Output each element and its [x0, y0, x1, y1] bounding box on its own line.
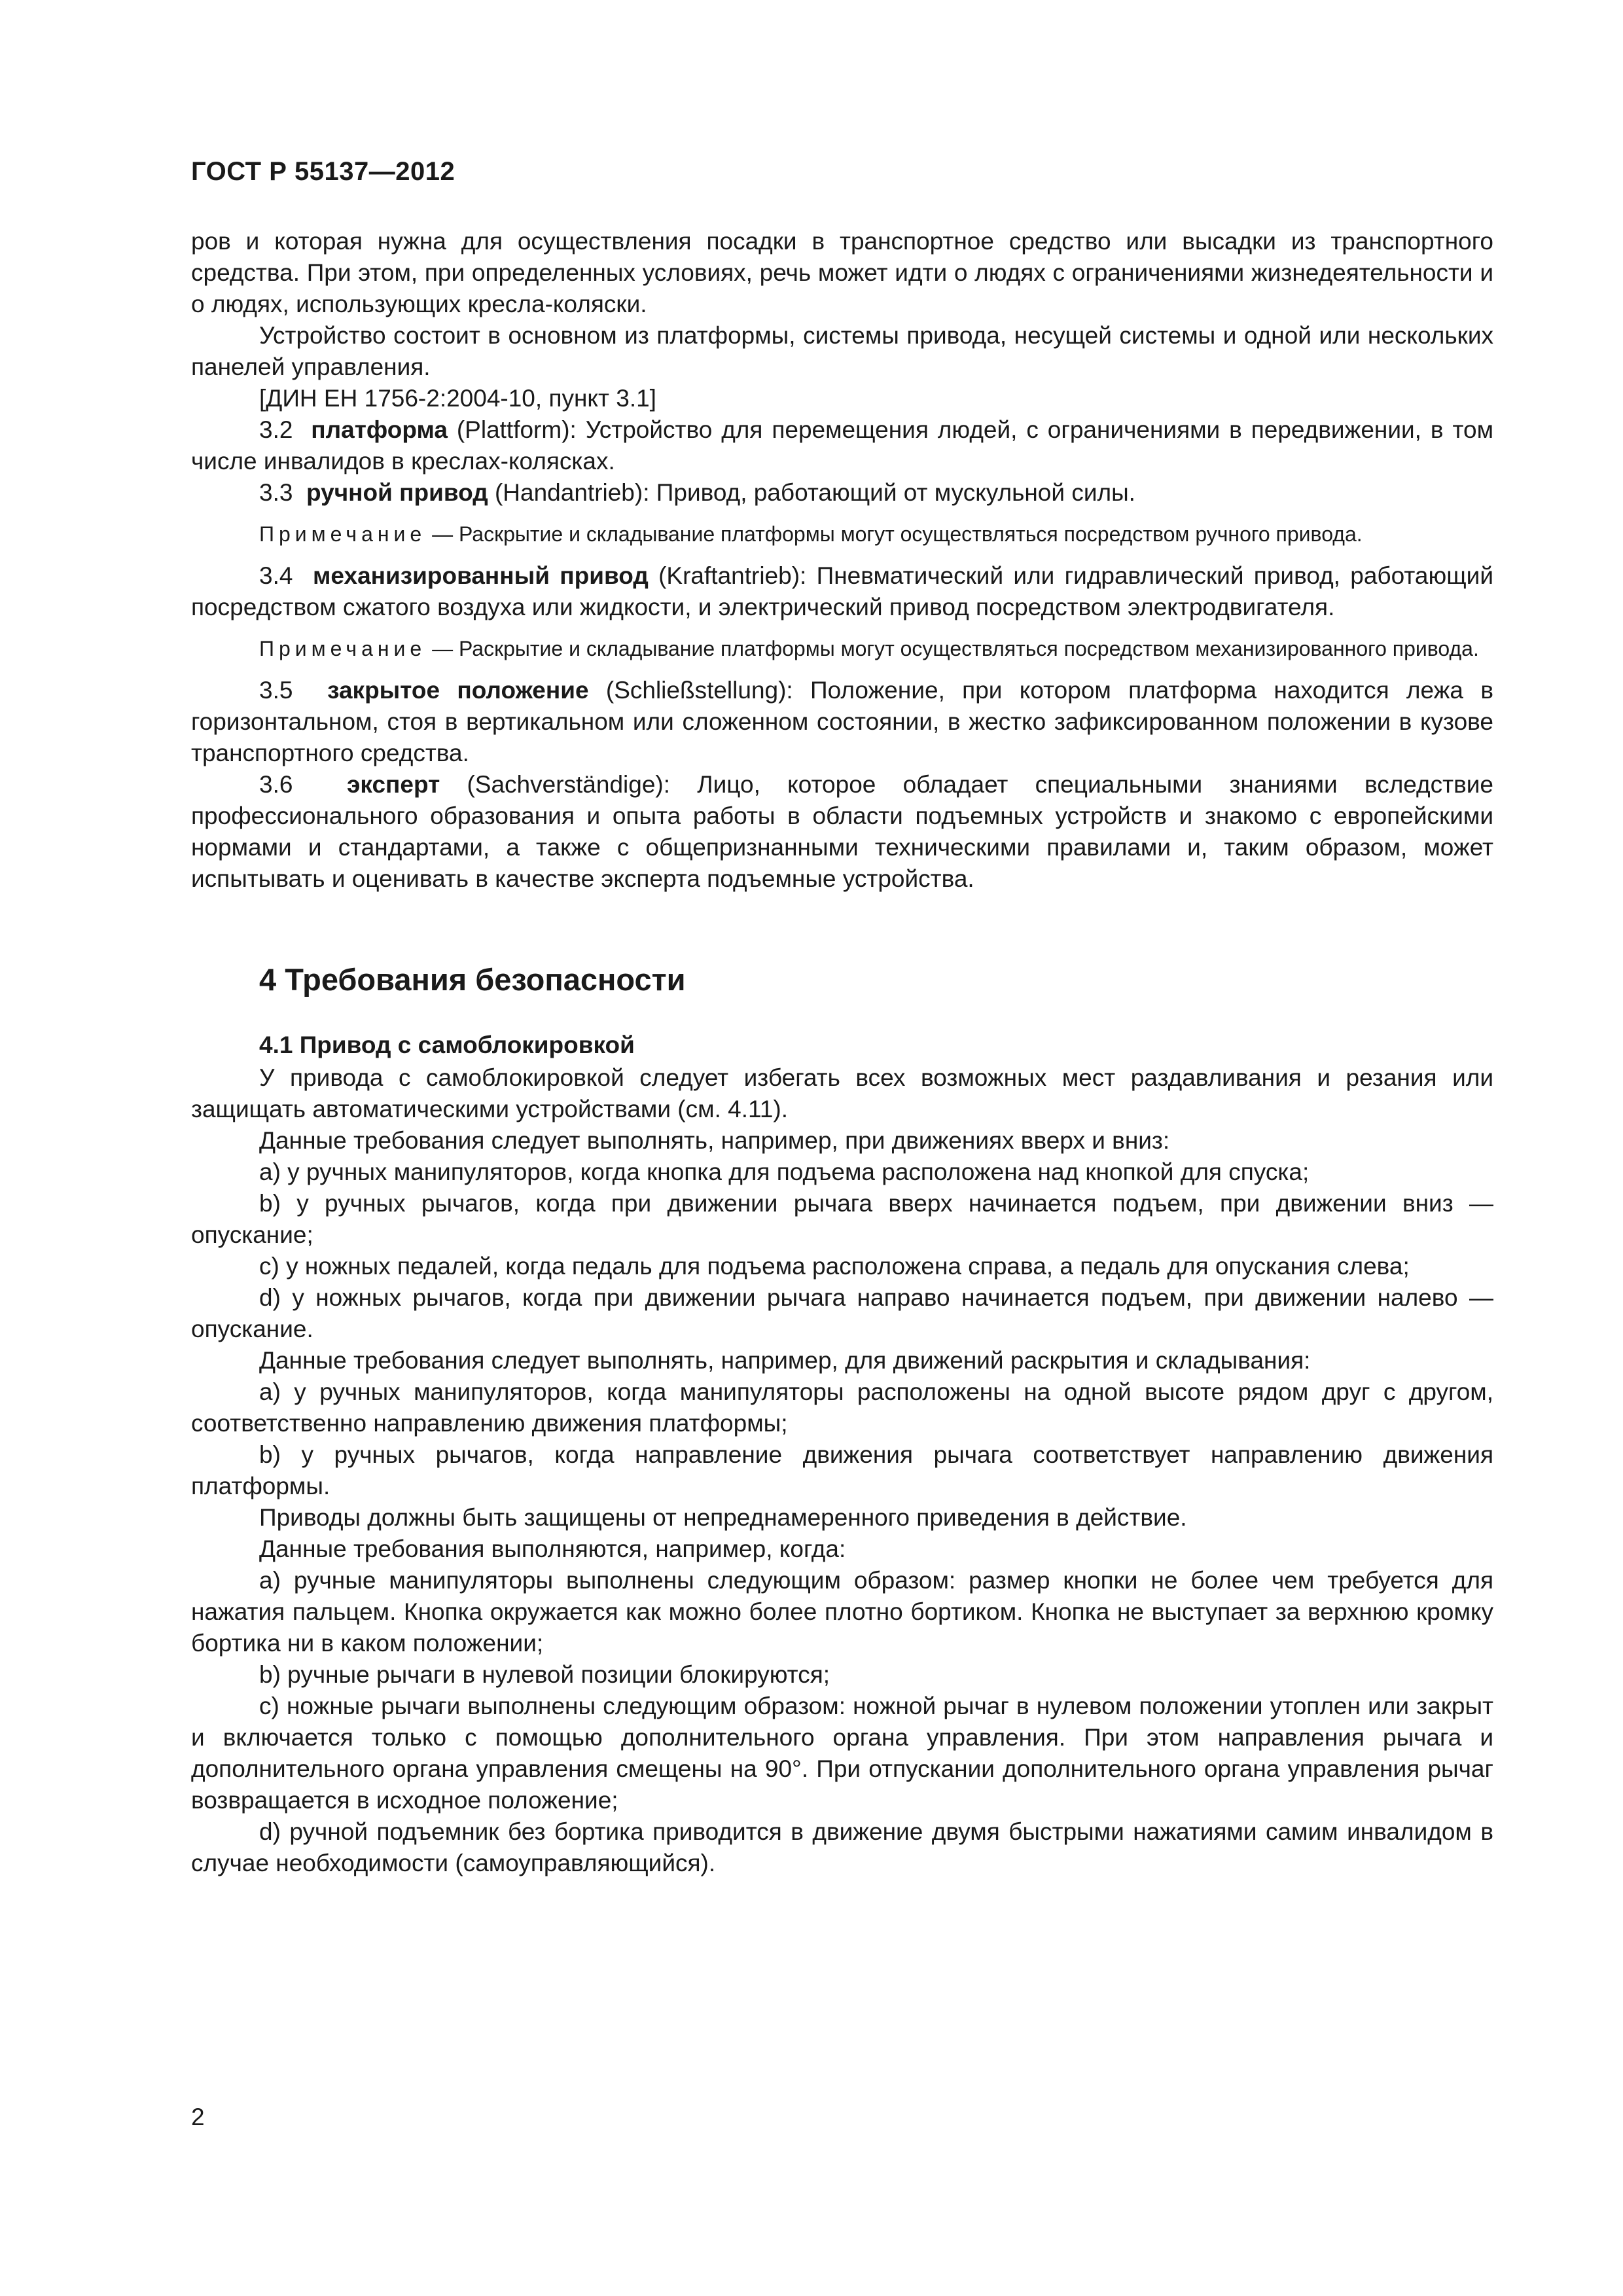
term-definition: (Schließstellung): Положение, при котором платформа находится лежа в горизонтальном, стоя в вертикальном или сложенном состоянии, в жестко зафиксированном положении в кузове транспортного средства. — [191, 677, 1493, 766]
page-number: 2 — [191, 2104, 205, 2130]
term-number: 3.6 — [259, 771, 293, 798]
term-number: 3.3 — [259, 479, 293, 506]
list-item: b) у ручных рычагов, когда при движении рычага вверх начинается подъем, при движении вниз — опускание; — [191, 1190, 1493, 1248]
term-definition: (Plattform): Устройство для перемещения людей, с ограничениями в передвижении, в том числе инвалидов в креслах-колясках. — [191, 416, 1494, 475]
note-text: — Раскрытие и складывание платформы могут осуществляться посредством механизированного привода. — [426, 637, 1479, 660]
list-item: c) у ножных педалей, когда педаль для подъема расположена справа, а педаль для опускания слева; — [259, 1253, 1410, 1280]
term-definition: (Handantrieb): Привод, работающий от мускульной силы. — [488, 479, 1135, 506]
section-heading: 4 Требования безопасности — [259, 962, 686, 997]
term-title: платформа — [311, 416, 448, 443]
list-item: a) у ручных манипуляторов, когда кнопка для подъема расположена над кнопкой для спуска; — [259, 1158, 1310, 1185]
subsection-heading: 4.1 Привод с самоблокировкой — [259, 1031, 635, 1058]
list-item: d) у ножных рычагов, когда при движении рычага направо начинается подъем, при движении налево — опускание. — [191, 1284, 1493, 1342]
list-item: b) у ручных рычагов, когда направление движения рычага соответствует направлению движения платформы. — [191, 1441, 1493, 1499]
section-paragraph: Данные требования следует выполнять, например, при движениях вверх и вниз: — [259, 1127, 1170, 1154]
list-item: d) ручной подъемник без бортика приводится в движение двумя быстрыми нажатиями самим инвалидом в случае необходимости (самоуправляющийся). — [191, 1818, 1493, 1876]
term-number: 3.5 — [259, 677, 293, 704]
term-title: закрытое положение — [327, 677, 589, 704]
section-paragraph: У привода с самоблокировкой следует избегать всех возможных мест раздавливания и резания или защищать автоматическими устройствами (см. 4.11). — [191, 1064, 1493, 1122]
intro-paragraph-2: Устройство состоит в основном из платформы, системы привода, несущей системы и одной или нескольких панелей управления. — [191, 322, 1493, 380]
note-1 — [191, 520, 1493, 548]
list-item: a) у ручных манипуляторов, когда манипуляторы расположены на одной высоте рядом друг с другом, соответственно направлению движения платформы; — [191, 1378, 1493, 1437]
term-3-2 — [191, 414, 1493, 477]
term-number: 3.4 — [259, 562, 293, 589]
term-definition: (Sachverständige): Лицо, которое обладает специальными знаниями вследствие профессионального образования и опыта работы в области подъемных устройств и знакомо с европейскими нормами и стандартами, а также с общепризнанными техническими правилами и, таким образом, может испытывать и оценивать в качестве эксперта подъемные устройства. — [191, 771, 1493, 892]
term-3-3 — [191, 477, 1493, 509]
section-paragraph: Приводы должны быть защищены от непреднамеренного приведения в действие. — [259, 1504, 1187, 1531]
intro-reference: [ДИН ЕН 1756-2:2004-10, пункт 3.1] — [259, 385, 656, 412]
term-title: ручной привод — [306, 479, 488, 506]
list-item: c) ножные рычаги выполнены следующим образом: ножной рычаг в нулевом положении утоплен или закрыт и включается только с помощью дополнительного органа управления. При этом направления рычага и дополнительного органа управления смещены на 90°. При отпускании дополнительного органа управления рычаг возвращается в исходное положение; — [191, 1693, 1493, 1814]
list-item: b) ручные рычаги в нулевой позиции блокируются; — [259, 1661, 830, 1688]
document-body — [191, 226, 1493, 1879]
intro-paragraph-1: ров и которая нужна для осуществления посадки в транспортное средство или высадки из транспортного средства. При этом, при определенных условиях, речь может идти о людях с ограничениями жизнедеятельности и о людях, использующих кресла-коляски. — [191, 228, 1493, 317]
term-definition: (Kraftantrieb): Пневматический или гидравлический привод, работающий посредством сжатого воздуха или жидкости, и электрический привод посредством электродвигателя. — [191, 562, 1493, 620]
note-2 — [191, 635, 1493, 663]
note-label: Примечание — [259, 637, 427, 660]
document-header: ГОСТ Р 55137—2012 — [191, 157, 455, 186]
term-3-4 — [191, 560, 1493, 623]
list-item: a) ручные манипуляторы выполнены следующим образом: размер кнопки не более чем требуется для нажатия пальцем. Кнопка окружается как можно более плотно бортиком. Кнопка не выступает за верхнюю кромку бортика ни в каком положении; — [191, 1567, 1493, 1657]
section-paragraph: Данные требования выполняются, например, когда: — [259, 1535, 846, 1562]
note-label: Примечание — [259, 522, 427, 546]
note-text: — Раскрытие и складывание платформы могут осуществляться посредством ручного привода. — [426, 522, 1363, 546]
term-number: 3.2 — [259, 416, 293, 443]
term-3-6 — [191, 769, 1493, 895]
term-title: механизированный привод — [313, 562, 649, 589]
section-paragraph: Данные требования следует выполнять, например, для движений раскрытия и складывания: — [259, 1347, 1311, 1374]
term-3-5 — [191, 675, 1493, 769]
term-title: эксперт — [347, 771, 440, 798]
